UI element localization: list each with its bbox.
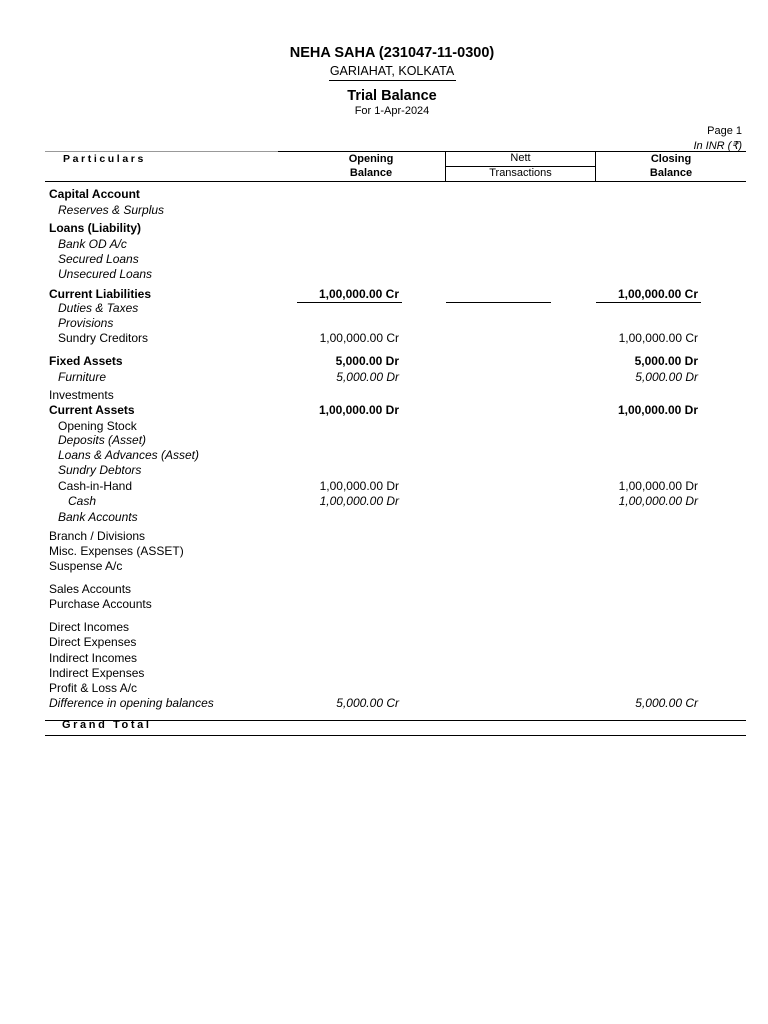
opening-heading-line1: Opening [348, 153, 394, 165]
ledger-row [0, 433, 768, 448]
ledger-row [0, 479, 768, 494]
ledger-row-label: Suspense A/c [49, 559, 123, 573]
ledger-row [0, 681, 768, 696]
ledger-row-label: Indirect Incomes [49, 651, 138, 665]
ledger-row-label: Opening Stock [58, 419, 137, 433]
opening-balance-value: 1,00,000.00 Cr [318, 287, 399, 301]
ledger-row-label: Branch / Divisions [49, 529, 146, 543]
ledger-row [0, 237, 768, 252]
ledger-row [0, 419, 768, 434]
ledger-row [0, 388, 768, 403]
ledger-row [0, 354, 768, 369]
current-liabilities-nett-underline [446, 302, 551, 303]
ledger-row-label: Deposits (Asset) [58, 433, 147, 447]
closing-balance-value: 1,00,000.00 Cr [617, 287, 698, 301]
ledger-row [0, 287, 768, 302]
opening-heading-line2: Balance [349, 167, 393, 179]
opening-balance-value: 1,00,000.00 Dr [319, 479, 399, 493]
currency-label: In INR (₹) [693, 140, 742, 152]
report-title: Trial Balance [347, 88, 437, 104]
ledger-row-label: Sales Accounts [49, 582, 132, 596]
ledger-row [0, 544, 768, 559]
ledger-row-label: Bank Accounts [58, 510, 138, 524]
closing-balance-value: 1,00,000.00 Dr [618, 494, 698, 508]
ledger-row [0, 510, 768, 525]
ledger-row [0, 620, 768, 635]
ledger-row [0, 494, 768, 509]
particulars-heading: Particulars [63, 153, 146, 165]
ledger-row-label: Capital Account [49, 187, 140, 201]
ledger-row-label: Current Assets [49, 403, 135, 417]
ledger-row-label: Secured Loans [58, 252, 139, 266]
current-liabilities-closing-underline [596, 302, 701, 303]
ledger-row-label: Fixed Assets [49, 354, 123, 368]
ledger-row-label: Current Liabilities [49, 287, 152, 301]
ledger-row-label: Provisions [58, 316, 114, 330]
ledger-row [0, 267, 768, 282]
ledger-row-label: Direct Incomes [49, 620, 130, 634]
ledger-row-label: Bank OD A/c [58, 237, 127, 251]
ledger-row [0, 221, 768, 236]
header-bottom-rule [45, 181, 746, 182]
ledger-row [0, 403, 768, 418]
opening-balance-value: 1,00,000.00 Dr [319, 494, 399, 508]
ledger-row-label: Misc. Expenses (ASSET) [49, 544, 184, 558]
ledger-row [0, 582, 768, 597]
grand-total-bottom-rule [45, 735, 746, 736]
ledger-row [0, 316, 768, 331]
closing-balance-value: 5,000.00 Dr [635, 370, 698, 384]
closing-heading-line1: Closing [650, 153, 692, 165]
ledger-row [0, 187, 768, 202]
ledger-row-label: Sundry Debtors [58, 463, 142, 477]
ledger-row [0, 448, 768, 463]
ledger-row [0, 252, 768, 267]
company-name: NEHA SAHA (231047-11-0300) [289, 45, 495, 61]
ledger-row [0, 597, 768, 612]
ledger-row-label: Loans & Advances (Asset) [58, 448, 199, 462]
current-liabilities-opening-underline [297, 302, 402, 303]
ledger-row-label: Cash-in-Hand [58, 479, 133, 493]
ledger-row [0, 203, 768, 218]
ledger-row-label: Profit & Loss A/c [49, 681, 138, 695]
ledger-row [0, 559, 768, 574]
ledger-row-label: Investments [49, 388, 114, 402]
ledger-row [0, 301, 768, 316]
opening-balance-value: 5,000.00 Dr [336, 370, 399, 384]
ledger-row-label: Furniture [58, 370, 107, 384]
ledger-row-label: Reserves & Surplus [58, 203, 165, 217]
closing-heading-line2: Balance [649, 167, 693, 179]
closing-balance-value: 1,00,000.00 Cr [618, 331, 698, 345]
ledger-row-label: Duties & Taxes [58, 301, 139, 315]
ledger-row-label: Indirect Expenses [49, 666, 145, 680]
ledger-row [0, 463, 768, 478]
ledger-row-label: Sundry Creditors [58, 331, 149, 345]
ledger-row [0, 696, 768, 711]
ledger-row-label: Loans (Liability) [49, 221, 142, 235]
opening-balance-value: 1,00,000.00 Cr [319, 331, 399, 345]
ledger-row [0, 666, 768, 681]
ledger-row [0, 331, 768, 346]
opening-balance-value: 1,00,000.00 Dr [318, 403, 399, 417]
grand-total-label: Grand Total [62, 719, 152, 731]
nett-heading-line2: Transactions [489, 167, 552, 179]
ledger-row-label: Direct Expenses [49, 635, 137, 649]
report-period: For 1-Apr-2024 [354, 105, 430, 117]
ledger-row-label: Purchase Accounts [49, 597, 152, 611]
nett-heading-line1: Nett [510, 152, 531, 164]
opening-balance-value: 5,000.00 Cr [336, 696, 399, 710]
closing-balance-value: 5,000.00 Dr [634, 354, 698, 368]
closing-balance-value: 1,00,000.00 Dr [617, 403, 698, 417]
opening-balance-value: 5,000.00 Dr [335, 354, 399, 368]
closing-balance-value: 1,00,000.00 Dr [618, 479, 698, 493]
ledger-row [0, 635, 768, 650]
ledger-row [0, 370, 768, 385]
ledger-row [0, 529, 768, 544]
company-address: GARIAHAT, KOLKATA [329, 64, 455, 78]
page-number: Page 1 [707, 125, 742, 137]
closing-balance-value: 5,000.00 Cr [635, 696, 698, 710]
ledger-row-label: Cash [68, 494, 97, 508]
ledger-row-label: Difference in opening balances [49, 696, 214, 710]
address-underline [329, 80, 456, 81]
ledger-row-label: Unsecured Loans [58, 267, 153, 281]
ledger-row [0, 651, 768, 666]
